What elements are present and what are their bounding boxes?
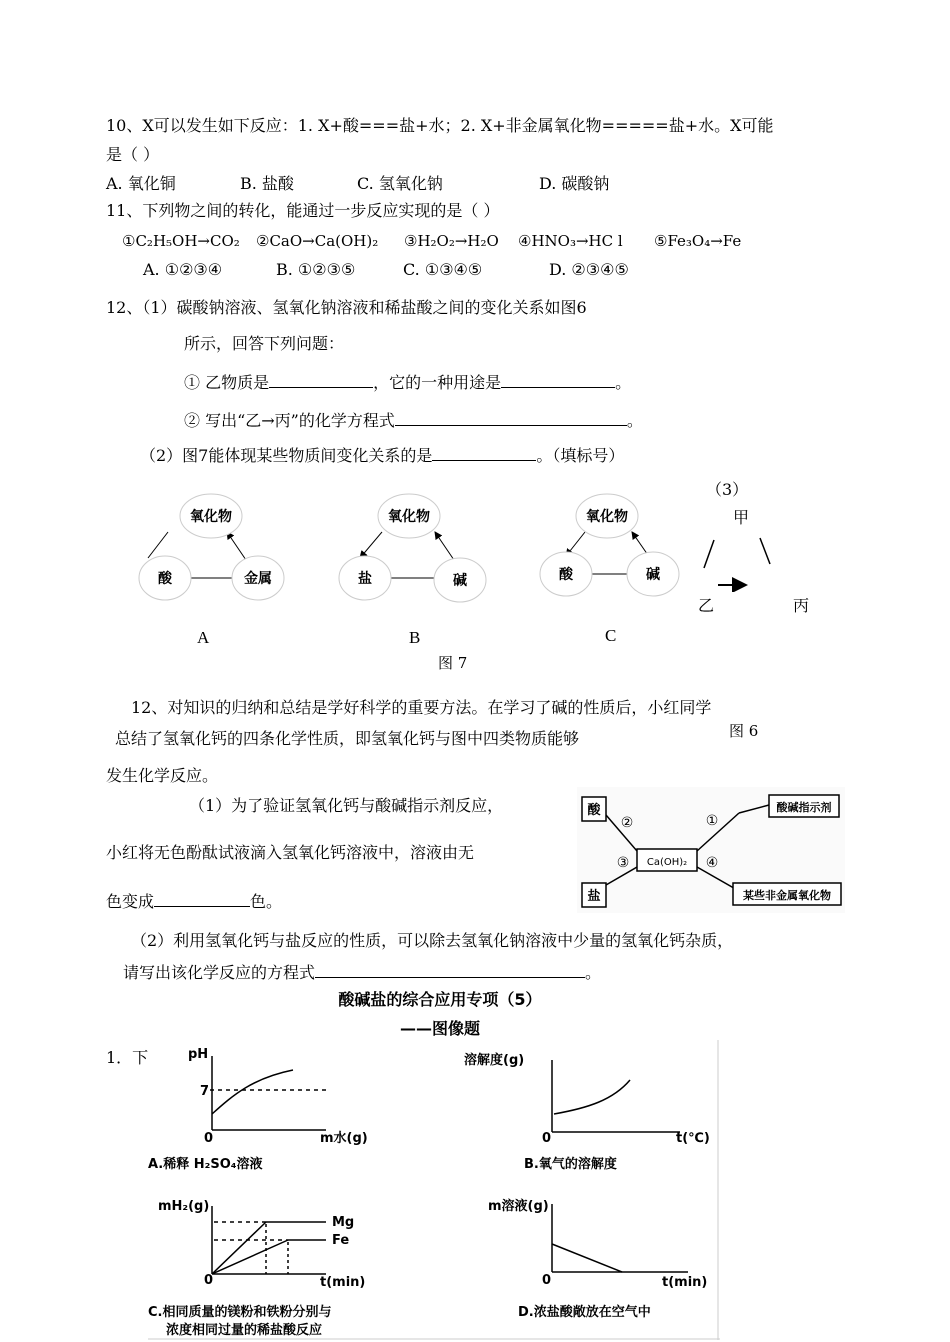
q11-option-a: A. ①②③④ — [143, 260, 223, 279]
diagram-a-label: A — [197, 628, 210, 647]
answer-blank[interactable] — [269, 371, 373, 388]
diagram-a-left: 酸 — [158, 571, 172, 587]
q10-option-c: C. 氢氧化钠 — [357, 174, 443, 193]
graph-a-y7: 7 — [200, 1084, 210, 1099]
graphs-panel — [148, 1040, 720, 1340]
q11-item-1: ①C₂H₅OH→CO₂ — [122, 232, 240, 250]
diagram-c-right: 碱 — [646, 567, 660, 583]
caoh2-n3: ③ — [616, 855, 630, 871]
figure-6-number: （3） — [706, 480, 749, 499]
q11-option-d: D. ②③④⑤ — [549, 260, 629, 279]
diagram-b-right: 碱 — [453, 573, 467, 589]
graph-d-caption: D.浓盐酸敞放在空气中 — [518, 1305, 651, 1320]
caoh2-n1: ① — [705, 813, 719, 829]
section-title: 酸碱盐的综合应用专项（5） — [338, 990, 542, 1009]
caoh2-oxide: 某些非金属氧化物 — [743, 889, 831, 902]
q12a-stem2: 所示，回答下列问题： — [184, 334, 345, 353]
q12b-p2a: （2）利用氢氧化钙与盐反应的性质，可以除去氢氧化钠溶液中少量的氢氧化钙杂质， — [131, 931, 734, 950]
caoh2-n2: ② — [620, 815, 634, 831]
q12a-sub1-text-b: ，它的一种用途是 — [373, 373, 502, 392]
q11-stem: 11、下列物之间的转化，能通过一步反应实现的是（ ） — [106, 201, 500, 220]
q10-line1: 10、X可以发生如下反应：1. X+酸===盐+水；2. X+非金属氧化物=====盐+水。X可能 — [106, 116, 774, 135]
q12a-sub2 — [184, 409, 643, 431]
diagram-c-top: 氧化物 — [586, 509, 628, 525]
q1-stem: 1．下 — [106, 1048, 149, 1067]
graph-c-caption1: C.相同质量的镁粉和铁粉分别与 — [148, 1305, 332, 1320]
q11-item-5: ⑤Fe₃O₄→Fe — [654, 232, 742, 250]
caoh2-indicator: 酸碱指示剂 — [776, 801, 832, 814]
q12b-p1c: 色变成 — [106, 892, 155, 911]
figure-6-lines — [698, 532, 788, 592]
diagram-a-top: 氧化物 — [190, 509, 232, 525]
caoh2-n4: ④ — [705, 855, 719, 871]
graph-c-y: mH₂(g) — [158, 1199, 210, 1214]
q12a-stem: 12、（1）碳酸钠溶液、氢氧化钠溶液和稀盐酸之间的变化关系如图6 — [106, 298, 587, 317]
q12a-part2-text-b: 。（填标号） — [536, 446, 625, 465]
diagram-b — [339, 494, 486, 602]
q11-item-2: ②CaO→Ca(OH)₂ — [256, 232, 379, 250]
caoh2-salt: 盐 — [587, 889, 601, 904]
q12b-p1d: 色。 — [250, 892, 283, 911]
graph-d-x: t(min) — [662, 1275, 708, 1290]
q12a-part2 — [140, 444, 624, 466]
graph-c-x: t(min) — [320, 1275, 366, 1290]
q12b-p2b: 请写出该化学反应的方程式 — [123, 963, 316, 982]
graph-d-y: m溶液(g) — [488, 1199, 549, 1214]
figure-7-diagrams — [120, 480, 720, 620]
diagram-c — [540, 494, 679, 596]
answer-blank[interactable] — [432, 444, 536, 461]
q12a-sub1-text-a: ① 乙物质是 — [184, 373, 270, 392]
answer-blank[interactable] — [315, 961, 585, 978]
q11-item-4: ④HNO₃→HC l — [518, 232, 623, 250]
caoh2-acid: 酸 — [587, 803, 601, 818]
q10-option-a: A. 氧化铜 — [106, 174, 176, 193]
q12a-sub1 — [184, 371, 631, 393]
diagram-c-left: 酸 — [559, 567, 573, 583]
diagram-c-label: C — [605, 626, 617, 645]
q12a-part2-text-a: （2）图7能体现某些物质间变化关系的是 — [140, 446, 433, 465]
diagram-a-right: 金属 — [244, 571, 272, 587]
q12b-line1: 12、对知识的归纳和总结是学好科学的重要方法。在学习了碱的性质后，小红同学 — [131, 698, 712, 717]
graph-a-y: pH — [188, 1047, 209, 1062]
diagram-b-top: 氧化物 — [388, 509, 430, 525]
figure-7-caption: 图 7 — [438, 654, 468, 672]
graph-b-x: t(℃) — [676, 1131, 710, 1146]
caoh2-diagram — [577, 787, 845, 913]
graph-c-fe: Fe — [332, 1233, 350, 1248]
graph-b-origin: 0 — [542, 1131, 552, 1146]
q12a-sub1-text-c: 。 — [615, 373, 632, 392]
q12b-p2c: 。 — [585, 963, 602, 982]
q12b-line2: 总结了氢氧化钙的四条化学性质，即氢氧化钙与图中四类物质能够 — [115, 729, 580, 748]
q11-item-3: ③H₂O₂→H₂O — [404, 232, 499, 250]
q12a-sub2-text-b: 。 — [626, 411, 643, 430]
q12b-p2-line — [123, 961, 601, 983]
diagram-b-label: B — [409, 628, 421, 647]
diagram-a — [139, 494, 284, 600]
q10-option-d: D. 碳酸钠 — [539, 174, 610, 193]
graph-b-caption: B.氧气的溶解度 — [524, 1157, 617, 1172]
figure-6-right: 丙 — [793, 596, 810, 615]
caoh2-center: Ca(OH)₂ — [646, 857, 688, 868]
graph-c-caption2: 浓度相同过量的稀盐酸反应 — [166, 1323, 323, 1338]
q12b-p1c-line — [106, 890, 282, 912]
q12b-line3: 发生化学反应。 — [106, 766, 219, 785]
graph-a-caption: A.稀释 H₂SO₄溶液 — [148, 1157, 263, 1172]
graph-a-origin: 0 — [204, 1131, 214, 1146]
q10-line2: 是（ ） — [106, 145, 160, 164]
q12b-p1b: 小红将无色酚酞试液滴入氢氧化钙溶液中，溶液由无 — [106, 843, 475, 862]
answer-blank[interactable] — [501, 371, 615, 388]
q11-option-c: C. ①③④⑤ — [403, 260, 483, 279]
graph-a-x: m水(g) — [320, 1131, 368, 1146]
figure-6-top: 甲 — [733, 508, 750, 527]
q11-option-b: B. ①②③⑤ — [276, 260, 356, 279]
answer-blank[interactable] — [395, 409, 627, 426]
q10-option-b: B. 盐酸 — [240, 174, 294, 193]
figure-6-caption: 图 6 — [729, 722, 759, 740]
graph-c-mg: Mg — [332, 1215, 355, 1230]
diagram-b-left: 盐 — [358, 571, 372, 587]
answer-blank[interactable] — [154, 890, 250, 907]
graph-c-origin: 0 — [204, 1273, 214, 1288]
section-subtitle: ——图像题 — [399, 1019, 480, 1038]
graph-d-origin: 0 — [542, 1273, 552, 1288]
figure-6-left: 乙 — [698, 596, 715, 615]
q12a-sub2-text-a: ② 写出“乙→丙”的化学方程式 — [184, 411, 395, 430]
graph-b-y: 溶解度(g) — [464, 1053, 525, 1068]
q12b-p1a: （1）为了验证氢氧化钙与酸碱指示剂反应， — [189, 796, 504, 815]
